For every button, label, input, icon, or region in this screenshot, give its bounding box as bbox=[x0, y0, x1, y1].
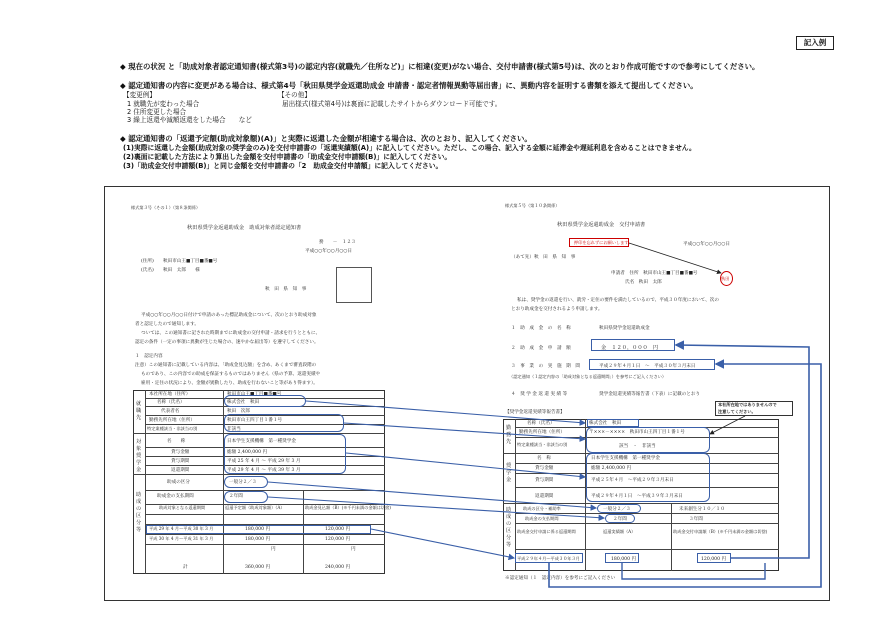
right-item-3-value: 平成２９年４月１日 ～ 平成３０年３月末日 bbox=[599, 364, 696, 369]
note-3-item-2: (2)裏面に記載した方法により算出した金額を交付申請書の「助成金交付申請額(B)」に記入してください。 bbox=[123, 153, 452, 161]
right-item-3-key: ３ 事 業 の 実 施 期 間 bbox=[511, 364, 580, 369]
left-table-row-planned: 円 bbox=[271, 547, 276, 552]
arrow-year-row bbox=[371, 529, 514, 558]
right-col-header-request: 助成金交付申請額（B）(※千円未満の金額は切捨) bbox=[673, 529, 768, 534]
left-table-row-planned: 180,000 円 bbox=[245, 537, 271, 542]
left-col-header-period: 助成対象となる返還期間 bbox=[159, 505, 206, 510]
note-3-item-1: (1)実際に返還した金額(助成対象の奨学金のみ)を交付申請書の「返還実績額(A)」に記入してください。ただし、この場合、記入する金額に延滞金や遅延利息を含めることはできません。 bbox=[123, 144, 696, 152]
left-table-row-period: 平成 29 年 4 月～平成 30 年 3 月 bbox=[149, 526, 214, 531]
right-table-title: 【奨学金返還実績等報告書】 bbox=[505, 410, 565, 415]
right-item-1-value: 秋田県奨学金返還助成金 bbox=[599, 326, 650, 331]
arrow-aid-period bbox=[268, 497, 604, 518]
example-sheet bbox=[104, 186, 830, 601]
right-item-4-key: ４ 奨 学 金 返 還 実 績 等 bbox=[511, 392, 568, 397]
left-sch-key: 返還期間 bbox=[171, 468, 190, 473]
right-form-title: 秋田県奨学金返還助成金 交付申請書 bbox=[557, 222, 646, 228]
right-sch-key: 貸与期間 bbox=[535, 478, 554, 483]
right-row-value: 該当 ・ 非該当 bbox=[619, 444, 656, 449]
right-addressee: （あて先）秋 田 県 知 事 bbox=[511, 255, 576, 260]
right-body-2: とおり助成金を交付されるよう申請します。 bbox=[511, 307, 603, 312]
left-row-value: 非該当 bbox=[227, 427, 241, 432]
right-aid-division-alt: 未来創生分１０／１０ bbox=[679, 507, 725, 512]
left-sch-key: 名 称 bbox=[167, 439, 186, 444]
left-body-4: 認定の条件（一定の事項に異動が生じた場合の、速やかな届出等）を遵守してください。 bbox=[135, 340, 319, 345]
left-name-label: (氏名) bbox=[141, 268, 154, 273]
right-item-3-note: （認定通知（１認定内容の「助成対象となる返還期間」）を参考にご記入ください） bbox=[509, 374, 667, 379]
left-row-key: 代表者名 bbox=[161, 409, 180, 414]
left-issuer: 秋 田 県 知 事 bbox=[265, 287, 307, 292]
note-1: ◆ 現在の状況 と「助成対象者認定通知書(様式第3号)の認定内容(就職先／住所など)」に相違(変更)がない場合、交付申請書(様式第5号)は、次のとおり作成可能ですので参考にしてください。 bbox=[120, 62, 760, 71]
right-applicant: 申請者 住所 秋田市山王■丁目■番■号 bbox=[611, 271, 698, 276]
arrow-company bbox=[306, 401, 585, 423]
right-emp-group-label: 勤務先 bbox=[506, 425, 512, 445]
left-total-planned: 360,000 円 bbox=[245, 565, 271, 570]
note-3: ◆ 認定通知書の「返還予定額(助成対象額)(A)」と実際に返還した金額が相違する場合は、次のとおり、記入してください。 bbox=[120, 134, 532, 143]
left-sch-key: 貸与期間 bbox=[171, 459, 190, 464]
left-total-label: 計 bbox=[183, 565, 188, 570]
right-row-key: 名称（氏名） bbox=[527, 421, 555, 426]
left-aid-division-value: 一般分２／３ bbox=[229, 480, 257, 485]
left-sch-key: 貸与金額 bbox=[171, 450, 190, 455]
right-footnote: ※認定通知（１ 認定内容）を参考にご記入ください bbox=[505, 576, 616, 581]
left-caution-2: ものであり、この内容での助成を保証するものではありません（県の予算、返還実績や bbox=[141, 372, 321, 377]
left-aid-division-key: 助成の区分 bbox=[167, 480, 190, 485]
left-emp-group-label: 就職先 bbox=[136, 401, 142, 421]
right-item-4-value: 奨学金返還実績等報告書（下表）に記載のとおり bbox=[599, 392, 701, 397]
left-sch-value: 平成 29 年 4 月 ～ 平成 39 年 3 月 bbox=[227, 468, 301, 473]
right-aid-group-label: 助成の区分等 bbox=[506, 507, 512, 548]
left-body-2: 者と認定したので通知します。 bbox=[135, 322, 199, 327]
change-example-2: 2 住所変更した場合 bbox=[127, 108, 187, 116]
right-row-value: 〒×××－×××× 秋田市山王四丁目１番１号 bbox=[589, 430, 685, 435]
arrow-actual bbox=[622, 563, 765, 579]
left-body-3: ついては、この通知書に記された時期までに助成金の交付申請・請求を行うとともに、 bbox=[141, 331, 321, 336]
left-aid-group-label: 助成の区分等 bbox=[136, 492, 142, 533]
change-example-3: 3 繰上返還や減額返還をした場合 など bbox=[127, 116, 252, 124]
right-aid-period-key: 助成金の支払期間 bbox=[525, 516, 559, 521]
right-item-2-key: ２ 助 成 金 申 請 額 bbox=[511, 346, 571, 351]
right-aid-division-value: 一般分２／３ bbox=[603, 507, 631, 512]
left-form-title: 秋田県奨学金返還助成金 助成対象者認定通知書 bbox=[187, 225, 302, 231]
right-sch-value: 平成２５年４月 ～平成２９年３月末日 bbox=[591, 478, 674, 483]
right-date: 平成○○年○○月○○日 bbox=[683, 242, 731, 247]
left-aid-period-key: 助成金の支払期間 bbox=[157, 494, 194, 499]
right-col-header-actual: 返還実績額（A） bbox=[603, 529, 636, 534]
left-row-key: 特定業種該当・非該当の別 bbox=[147, 426, 198, 431]
right-aid-division-key: 助成の区分・補助率 bbox=[523, 506, 561, 511]
left-name: 秋田 太郎 様 bbox=[163, 268, 200, 273]
left-form-number: 様式第３号（その１）（第８条関係） bbox=[131, 205, 201, 210]
right-sch-key: 貸与金額 bbox=[535, 466, 554, 471]
left-sch-group-label: 対象奨学金 bbox=[136, 439, 142, 473]
left-addr: 秋田市山王■丁目■番■号 bbox=[163, 259, 218, 264]
right-row-value: 株式会社 秋田 bbox=[589, 421, 622, 426]
right-sch-value: 平成２９年４月１日 ～平成３９年３月末日 bbox=[591, 494, 683, 499]
right-applicant-name: 氏名 秋田 太郎 bbox=[625, 280, 662, 285]
right-item-1-key: １ 助 成 金 の 名 称 bbox=[511, 326, 571, 331]
arrow-period-to-execution bbox=[549, 364, 821, 587]
right-body-1: 私は、奨学金の返還を行い、就労・定住の要件を満たしているので、平成３０年度において、次の bbox=[517, 298, 719, 303]
left-body-1: 平成○○年○○月○○日付けで申請のあった標記助成金について、次のとおり助成対象 bbox=[141, 313, 317, 318]
right-row-key: 勤務先所在地（住所） bbox=[519, 430, 565, 435]
left-aid-period-value: ２年間 bbox=[229, 494, 243, 499]
arrow-scholarship bbox=[346, 453, 585, 477]
right-table-row-period: 平成２９年４月～平成３０年３月 bbox=[517, 556, 580, 561]
note-2: ◆ 認定通知書の内容に変更がある場合は、様式第4号「秋田県奨学金返還助成金 申請書・認定者情報異動等届出書」に、異動内容を証明する書類を添えて提出してください。 bbox=[120, 81, 698, 90]
left-col-header-estimate: 助成金見込額（B）(※千円未満の金額は切捨) bbox=[305, 505, 391, 510]
left-table-row-planned: 180,000 円 bbox=[245, 527, 271, 532]
left-date: 平成○○年○○月○○日 bbox=[305, 249, 353, 254]
left-doc-number: 務 － １２３ bbox=[319, 240, 356, 245]
left-row-value: 秋田市山王四丁目１番１号 bbox=[227, 418, 283, 423]
callout-line-1: 本社所在地ではありませんので bbox=[718, 402, 777, 407]
left-table-row-estimate: 120,000 円 bbox=[325, 537, 351, 542]
left-row-key: 勤務先所在地（住所） bbox=[149, 418, 195, 423]
right-form-number: 様式第５号（第１０条関係） bbox=[505, 203, 560, 208]
other-heading: 【その他】 bbox=[278, 91, 311, 99]
right-sch-value: 総額 2,400,000 円 bbox=[591, 466, 632, 471]
connector-arrows bbox=[105, 187, 831, 602]
change-example-1: 1 就職先が変わった場合 bbox=[127, 100, 200, 108]
seal-reminder-note: 押印を忘れずにお願いします。 bbox=[574, 240, 633, 245]
left-col-header-planned: 返還予定額（助成対象額）（A） bbox=[225, 505, 285, 510]
arrow-callout bbox=[710, 416, 745, 434]
applicant-seal-text: 秋田 bbox=[721, 276, 730, 281]
right-table-row-actual: 180,000 円 bbox=[611, 557, 637, 562]
left-caution-3: 雇用・定住の状況により、金額が異動したり、助成を行わないこと等があり得ます）。 bbox=[141, 381, 318, 386]
left-row-value: 秋田市山王■丁目■番■号 bbox=[227, 392, 282, 397]
right-col-header-period: 助成金交付申請に係る返還期間 bbox=[517, 529, 576, 534]
right-sch-value: 日本学生支援機構 第一種奨学金 bbox=[591, 456, 660, 461]
left-row-value: 秋田 次郎 bbox=[227, 409, 250, 414]
arrow-workplace bbox=[344, 423, 585, 439]
left-table-row-estimate: 円 bbox=[351, 547, 356, 552]
callout-line-2: 注意してください。 bbox=[718, 409, 756, 414]
right-aid-period-alt: ３年間 bbox=[689, 517, 703, 522]
left-total-estimate: 240,000 円 bbox=[325, 565, 351, 570]
left-sch-value: 平成 25 年 4 月 ～ 平成 29 年 3 月 bbox=[227, 459, 301, 464]
right-item-2-value: 金 １２０，０００ 円 bbox=[601, 345, 659, 351]
left-section-1: １ 認定内容 bbox=[135, 354, 163, 359]
left-table-row-estimate: 120,000 円 bbox=[325, 527, 351, 532]
left-addr-label: (住所) bbox=[141, 259, 154, 264]
left-row-key: 名称（氏名） bbox=[157, 400, 185, 405]
arrow-division bbox=[268, 482, 596, 508]
arrow-request-to-amount bbox=[676, 345, 809, 558]
left-sch-value: 総額 2,400,000 円 bbox=[227, 450, 268, 455]
change-examples-heading: 【変更例】 bbox=[123, 91, 156, 99]
left-sch-value: 日本学生支援機構 第一種奨学金 bbox=[227, 439, 296, 444]
left-row-value: 株式会社 秋田 bbox=[227, 400, 260, 405]
left-table-row-period: 平成 30 年 4 月～平成 31 年 3 月 bbox=[149, 536, 214, 541]
other-item-1: 届出様式(様式第4号)は裏面に記載したサイトからダウンロード可能です。 bbox=[282, 100, 502, 108]
right-sch-key: 返還期間 bbox=[535, 494, 554, 499]
left-row-key: 本社所在地（住所） bbox=[149, 392, 191, 397]
right-sch-group-label: 奨学金 bbox=[506, 463, 512, 483]
right-table-row-request: 120,000 円 bbox=[701, 557, 727, 562]
left-caution-1: 注意）この通知書に記載している内容は、「助成金見込額」を含め、あくまで審査段階の bbox=[135, 363, 317, 368]
example-badge: 記入例 bbox=[796, 36, 834, 50]
right-sch-key: 名 称 bbox=[537, 456, 551, 461]
right-aid-period-value: ２年間 bbox=[613, 517, 627, 522]
arrow-seal-reminder bbox=[629, 243, 721, 273]
right-row-key: 特定業種該当・非該当の別 bbox=[517, 442, 568, 447]
note-3-item-3: (3)「助成金交付申請額(B)」と同じ金額を交付申請書の「2 助成金交付申請額」に記入してください。 bbox=[123, 162, 443, 170]
